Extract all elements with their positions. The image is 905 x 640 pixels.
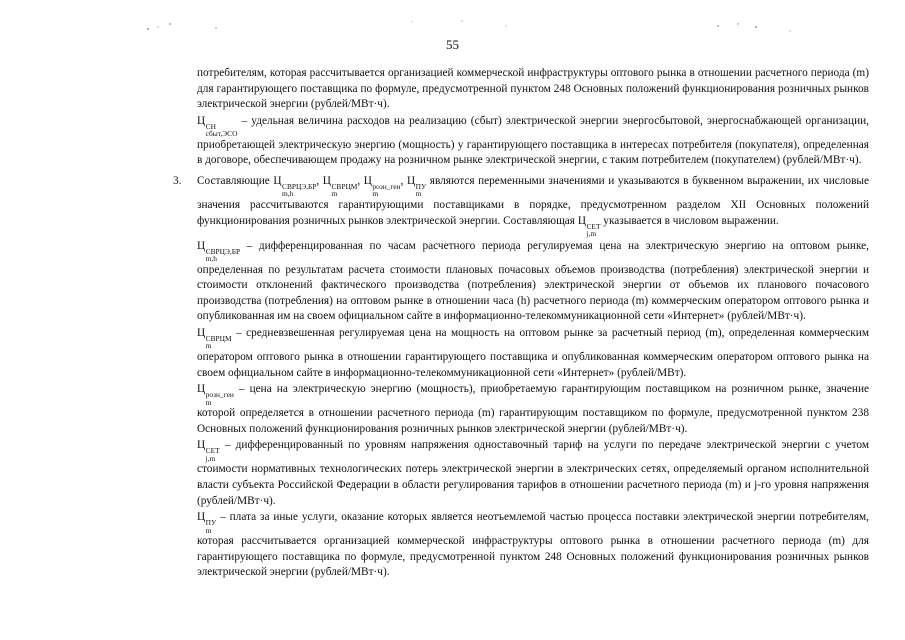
paragraph-continuation: потребителям, которая рассчитывается организацией коммерческой инфраструктуры оптового рынка в отношении расчетного периода (m) для гарантирующего поставщика по формуле, предусмотренной пунктом 248 Основных положений функционирования розничных рынков электрической энергии (рублей/МВт·ч). <box>197 67 869 111</box>
paragraph-tariff-network: Ц СЕТ j,m – дифференцированный по уровням напряжения одноставочный тариф на услуги по передаче электрической энергии с учетом стоимости нормативных технологических потерь электрической энергии в электрических сетях, определяемый органом исполнительной власти субъекта Российской Федерации в области регулирования тарифов в отношении расчетного периода (m) и j-го уровня напряжения (рублей/МВт·ч). <box>197 439 869 507</box>
paragraph-price-capacity: Ц СВРЦМ m – средневзвешенная регулируемая цена на мощность на оптовом рынке за расчетный период (m), определенная коммерческим оператором оптового рынка в отношении гарантирующего поставщика и опубликованная коммерческим оператором оптового рынка на своем официальном сайте в информационно-телекоммуникационной сети «Интернет» (рублей/МВт). <box>197 326 869 379</box>
paragraph-components: Составляющие Ц СВРЦЭ,БР m,h , Ц СВРЦМ m , Ц розн_ген m , Ц ПУ m являются переменными значениями и указываются в буквенном выражении, их числовые значения рассчитываются гарантирующими поставщиками в порядке, предусмотренном разделом XII Основных положений функционирования розничных рынков электрической энергии. Составляющая Ц СЕТ j,m указывается в числовом выражении. <box>197 174 870 239</box>
formula-symbol: Ц СЕТ j,m <box>197 439 220 463</box>
formula-symbol: Ц СВРЦЭ,БР m,h <box>197 239 241 264</box>
paragraph-cost-sbyt: Ц СН сбыт,ЭСО – удельная величина расходов на реализацию (сбыт) электрической энергии энергосбытовой, энергоснабжающей организации, приобретающей электрическую энергию (мощность) у гарантирующего поставщика в интересах потребителя (покупателя), определенная в договоре, обеспечивающем продажу на розничном рынке электрической энергии, с таким потребителем (покупателем) (рублей/МВт·ч). <box>197 114 869 167</box>
formula-symbol: Ц розн_ген m <box>197 383 234 407</box>
formula-symbol: Ц ПУ m <box>406 174 427 199</box>
formula-symbol: Ц СВРЦМ m <box>322 174 358 199</box>
formula-symbol: Ц СВРЦЭ,БР m,h <box>273 174 317 199</box>
list-item-number: 3. <box>173 174 182 187</box>
paragraph-fee-services: Ц ПУ m – плата за иные услуги, оказание которых является неотъемлемой частью процесса поставки электрической энергии потребителям, которая рассчитывается организацией коммерческой инфраструктуры оптового рынка в отношении расчетного периода (m) для гарантирующего поставщика по формуле, предусмотренной пунктом 248 Основных положений функционирования розничных рынков электрической энергии (рублей/МВт·ч). <box>197 511 869 579</box>
formula-symbol: Ц СВРЦМ m <box>197 326 232 351</box>
list-item-3 <box>173 174 870 239</box>
scan-specks <box>0 0 905 40</box>
document-body <box>173 66 870 581</box>
page-number: 55 <box>446 37 459 52</box>
formula-symbol: Ц СЕТ j,m <box>577 214 601 239</box>
paragraph-price-retail: Ц розн_ген m – цена на электрическую энергию (мощность), приобретаемую гарантирующим поставщиком на розничном рынке, значение которой определяется в отношении расчетного периода (m) гарантирующим поставщиком по формуле, предусмотренной пунктом 238 Основных положений функционирования розничных рынков электрической энергии (рублей/МВт·ч). <box>197 383 869 435</box>
paragraph-price-energy: Ц СВРЦЭ,БР m,h – дифференцированная по часам расчетного периода регулируемая цена на электрическую энергию на оптовом рынке, определенная по результатам расчета стоимости плановых почасовых объемов производства (потребления) электрической энергии и стоимости отклонений фактического производства (потребления) электрической энергии от объемов их планового почасового производства (потребления) на оптовом рынке в отношении часа (h) расчетного периода (m) коммерческим оператором оптового рынка и опубликованная им на своем официальном сайте в информационно-телекоммуникационной сети «Интернет» (рублей/МВт·ч). <box>197 239 869 323</box>
formula-symbol: Ц ПУ m <box>197 511 217 535</box>
formula-symbol: Ц СН сбыт,ЭСО <box>197 114 238 139</box>
formula-symbol: Ц розн_ген m <box>363 174 401 199</box>
